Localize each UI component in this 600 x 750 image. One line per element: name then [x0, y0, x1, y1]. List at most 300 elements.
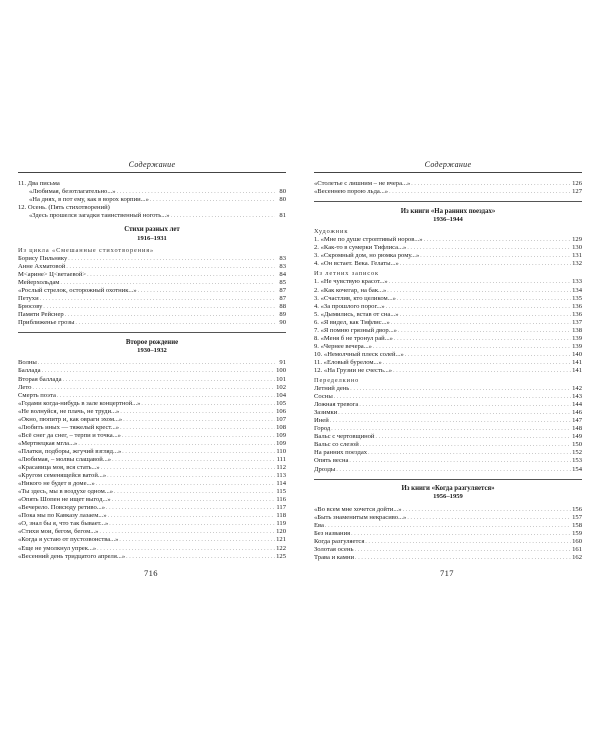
entry-page-number: 130 — [572, 244, 582, 252]
page-number: 716 — [144, 568, 158, 578]
section-years: 1956–1959 — [433, 493, 463, 501]
entry-title: Трава и камни — [314, 554, 355, 562]
entry-page-number: 162 — [572, 554, 582, 562]
entry-title: «Весенний день тридцатого апреля...» — [18, 552, 126, 560]
dot-leader — [138, 287, 275, 295]
toc-entry — [314, 393, 582, 401]
entry-title: «Кругом семенящейся ватой...» — [18, 472, 107, 480]
toc-entry — [18, 392, 286, 400]
entry-page-number: 141 — [572, 358, 582, 366]
dot-leader — [355, 546, 571, 554]
entry-title: «Рослый стрелок, осторожный охотник...» — [18, 287, 137, 295]
toc-entry — [314, 311, 582, 319]
entry-page-number: 121 — [276, 536, 286, 544]
toc-entry — [18, 424, 286, 432]
left-section1-entries — [18, 255, 286, 327]
section-years: 1916–1931 — [137, 234, 167, 242]
dot-leader — [349, 457, 571, 465]
dot-leader — [87, 271, 275, 279]
toc-entry — [314, 546, 582, 554]
toc-entry — [314, 385, 582, 393]
toc-entry — [18, 279, 286, 287]
dot-leader — [360, 441, 571, 449]
dot-leader — [407, 244, 571, 252]
entry-title: 1. «Мне по душе строптивый норов...» — [314, 236, 423, 244]
toc-entry — [314, 441, 582, 449]
entry-title: 4. «За прошлого порог...» — [314, 302, 385, 310]
toc-entry — [314, 466, 582, 474]
toc-entry — [314, 522, 582, 530]
entry-title: 2. «Как кочегар, на бак...» — [314, 286, 387, 294]
entry-page-number: 160 — [572, 537, 582, 545]
dot-leader — [365, 538, 571, 546]
entry-page-number: 146 — [572, 409, 582, 417]
entry-title: «Стихи мои, бегом, бегом...» — [18, 528, 99, 536]
toc-group-heading: 12. Осень. (Пять стихотворений) — [18, 204, 110, 212]
entry-title: «Во всем мне хочется дойти...» — [314, 505, 402, 513]
entry-title: 8. «Меня б не тронул рай...» — [314, 334, 393, 342]
toc-entry — [314, 401, 582, 409]
dot-leader — [424, 236, 571, 244]
divider — [18, 332, 286, 333]
dot-leader — [40, 295, 275, 303]
toc-entry — [314, 180, 582, 188]
entry-title: «Любимая, – молвы слащавой...» — [18, 456, 112, 463]
right-top-entries — [314, 180, 582, 196]
entry-title: Приближенье грозы — [18, 319, 75, 327]
dot-leader — [106, 504, 275, 512]
entry-page-number: 149 — [572, 433, 582, 441]
dot-leader — [389, 278, 571, 286]
toc-entry — [314, 530, 582, 538]
right-section2-entries — [314, 506, 582, 562]
entry-page-number: 154 — [572, 465, 582, 473]
entry-title: «Любимая, безотлагательно...» — [29, 188, 116, 196]
toc-entry — [18, 504, 286, 512]
entry-page-number: 132 — [572, 260, 582, 268]
entry-title: 3. «Скромный дом, но рюмка рому...» — [314, 252, 420, 260]
divider — [314, 479, 582, 480]
entry-title: Брюсову — [18, 303, 43, 311]
entry-page-number: 161 — [572, 545, 582, 553]
running-head: Содержание — [18, 160, 286, 173]
entry-page-number: 139 — [572, 334, 582, 342]
entry-page-number: 136 — [572, 302, 582, 310]
toc-entry — [18, 376, 286, 384]
dot-leader — [119, 536, 275, 544]
right-section1-subsections — [314, 228, 582, 473]
dot-leader — [117, 188, 275, 196]
toc-entry — [18, 545, 286, 553]
entry-page-number: 107 — [276, 415, 286, 423]
divider — [314, 201, 582, 202]
toc-entry — [314, 538, 582, 546]
dot-leader — [108, 512, 275, 520]
dot-leader — [120, 408, 275, 416]
entry-title: «Годами когда-нибудь в зале концертной...» — [18, 399, 141, 407]
section-title: Из книги «Когда разгуляется» — [401, 485, 495, 493]
toc-entry — [18, 472, 286, 480]
toc-entry — [18, 271, 286, 279]
toc-entry — [18, 384, 286, 392]
toc-entry — [18, 367, 286, 375]
cycle-label: Из летних записок — [314, 270, 380, 278]
section-title: Стихи разных лет — [124, 226, 180, 234]
entry-page-number: 108 — [276, 423, 286, 431]
entry-title: Мейерхольдам — [18, 278, 60, 286]
entry-page-number: 135 — [572, 294, 582, 302]
dot-leader — [397, 295, 571, 303]
entry-page-number: 102 — [276, 383, 286, 391]
entry-page-number: 119 — [276, 520, 286, 528]
dot-leader — [43, 303, 275, 311]
toc-entry — [314, 417, 582, 425]
entry-page-number: 129 — [572, 236, 582, 244]
dot-leader — [383, 359, 571, 367]
entry-title: «Когда я устаю от пустозвонства...» — [18, 536, 119, 544]
cycle-label: Из цикла «Смешанные стихотворения» — [18, 246, 155, 254]
toc-entry — [314, 359, 582, 367]
entry-page-number: 143 — [572, 393, 582, 401]
entry-title: «Быть знаменитым некрасиво...» — [314, 513, 407, 521]
toc-entry — [314, 514, 582, 522]
entry-title: Дрозды — [314, 465, 336, 473]
entry-page-number: 106 — [276, 407, 286, 415]
dot-leader — [355, 554, 571, 562]
entry-page-number: 109 — [276, 431, 286, 439]
entry-page-number: 147 — [572, 417, 582, 425]
toc-entry — [18, 287, 286, 295]
toc-entry — [18, 480, 286, 488]
dot-leader — [78, 440, 275, 448]
entry-page-number: 153 — [572, 457, 582, 465]
entry-title: «Никого не будет в доме...» — [18, 480, 95, 488]
dot-leader — [109, 520, 275, 528]
entry-title: 2. «Как-то в сумерки Тифлиса...» — [314, 244, 407, 252]
entry-page-number: 125 — [276, 552, 286, 560]
entry-page-number: 117 — [276, 504, 286, 512]
dot-leader — [391, 319, 571, 327]
dot-leader — [57, 392, 275, 400]
toc-entry — [18, 496, 286, 504]
entry-title: «Любить иных — тяжелый крест...» — [18, 423, 120, 431]
dot-leader — [331, 425, 571, 433]
entry-page-number: 150 — [572, 441, 582, 449]
entry-page-number: 83 — [279, 254, 286, 262]
dot-leader — [411, 180, 571, 188]
entry-page-number: 142 — [572, 385, 582, 393]
entry-page-number: 148 — [572, 425, 582, 433]
dot-leader — [171, 212, 275, 220]
entry-page-number: 84 — [279, 270, 286, 278]
toc-entry — [314, 335, 582, 343]
entry-title: «Платки, подборы, жгучий взгляд...» — [18, 447, 122, 455]
entry-page-number: 88 — [279, 303, 286, 311]
entry-page-number: 100 — [276, 367, 286, 375]
entry-page-number: 120 — [276, 528, 286, 536]
toc-entry — [314, 343, 582, 351]
entry-title: «Весеннею порою льда...» — [314, 188, 389, 196]
toc-entry — [18, 553, 286, 561]
entry-page-number: 138 — [572, 326, 582, 334]
toc-entry — [314, 295, 582, 303]
entry-page-number: 158 — [572, 521, 582, 529]
toc-entry — [18, 520, 286, 528]
entry-page-number: 156 — [572, 505, 582, 513]
dot-leader — [368, 449, 571, 457]
entry-page-number: 87 — [279, 295, 286, 303]
dot-leader — [60, 279, 275, 287]
section-years: 1930–1932 — [137, 347, 167, 355]
toc-entry — [314, 236, 582, 244]
dot-leader — [141, 400, 275, 408]
dot-leader — [387, 287, 571, 295]
dot-leader — [107, 472, 275, 480]
dot-leader — [393, 367, 571, 375]
entry-page-number: 115 — [276, 488, 286, 496]
section-title: Второе рождение — [125, 338, 179, 346]
toc-entry — [314, 244, 582, 252]
entry-page-number: 139 — [572, 342, 582, 350]
toc-entry — [18, 196, 286, 204]
toc-entry — [314, 449, 582, 457]
entry-title: «О, знал бы я, что так бывает...» — [18, 520, 109, 528]
entry-title: Смерть поэта — [18, 391, 56, 399]
toc-entry — [314, 409, 582, 417]
dot-leader — [334, 393, 571, 401]
entry-title: «Мертвецкая мгла...» — [18, 439, 78, 447]
entry-page-number: 113 — [276, 472, 286, 480]
entry-title: М<арине> Ц<ветаевой> — [18, 270, 87, 278]
dot-leader — [122, 432, 275, 440]
entry-title: «Столетье с лишним – не вчера...» — [314, 180, 411, 187]
entry-title: Анне Ахматовой — [18, 262, 66, 270]
entry-title: 1. «Не чувствую красот...» — [314, 278, 388, 286]
entry-title: «На днях, в пот ему, как в ворох корпии...» — [29, 196, 149, 204]
dot-leader — [75, 319, 275, 327]
dot-leader — [126, 553, 275, 561]
entry-page-number: 105 — [276, 399, 286, 407]
entry-page-number: 118 — [276, 512, 286, 520]
dot-leader — [120, 424, 275, 432]
toc-entry — [314, 425, 582, 433]
entry-page-number: 89 — [279, 311, 286, 319]
entry-page-number: 127 — [572, 188, 582, 196]
dot-leader — [65, 311, 275, 319]
toc-entry — [18, 536, 286, 544]
entry-title: «Пока мы по Кавказу лазаем...» — [18, 512, 107, 520]
dot-leader — [325, 522, 571, 530]
cycle-label: Художник — [314, 228, 349, 236]
toc-entry — [18, 528, 286, 536]
toc-entry — [18, 359, 286, 367]
entry-page-number: 109 — [276, 439, 286, 447]
dot-leader — [389, 188, 571, 196]
dot-leader — [375, 433, 571, 441]
toc-entry — [18, 212, 286, 220]
entry-title: «Красавица моя, вся стать...» — [18, 464, 100, 472]
entry-title: Памяти Рейснер — [18, 311, 64, 319]
dot-leader — [403, 506, 571, 514]
entry-title: 12. «На Грузии не счесть...» — [314, 366, 393, 374]
entry-title: Вальс с чертовщиной — [314, 433, 375, 441]
dot-leader — [398, 327, 571, 335]
entry-page-number: 87 — [279, 287, 286, 295]
entry-page-number: 131 — [572, 252, 582, 260]
entry-title: 6. «Я видел, как Тифлис...» — [314, 318, 390, 326]
toc-entry — [314, 457, 582, 465]
entry-page-number: 157 — [572, 513, 582, 521]
dot-leader — [97, 545, 275, 553]
dot-leader — [420, 252, 571, 260]
entry-page-number: 134 — [572, 286, 582, 294]
entry-page-number: 152 — [572, 449, 582, 457]
dot-leader — [359, 401, 571, 409]
entry-title: Когда разгуляется — [314, 537, 365, 545]
entry-title: 3. «Счастлив, кто целиком...» — [314, 294, 396, 302]
left-page — [18, 160, 286, 561]
toc-entry — [18, 303, 286, 311]
entry-page-number: 126 — [572, 180, 582, 187]
entry-title: «Всё снег да снег, – терпи и точка...» — [18, 431, 121, 439]
toc-entry — [314, 260, 582, 268]
dot-leader — [99, 528, 275, 536]
entry-title: Баллада — [18, 367, 41, 375]
toc-entry — [18, 440, 286, 448]
entry-title: «Опять Шопен не ищет выгод...» — [18, 496, 111, 504]
entry-page-number: 136 — [572, 310, 582, 318]
entry-title: 10. «Немолчный плеск солей...» — [314, 350, 404, 358]
entry-page-number: 91 — [279, 359, 286, 367]
entry-title: 5. «Дымились, встав от сна...» — [314, 310, 399, 318]
dot-leader — [32, 384, 275, 392]
toc-entry — [314, 278, 582, 286]
toc-entry — [18, 319, 286, 327]
entry-page-number: 141 — [572, 366, 582, 374]
toc-entry — [314, 367, 582, 375]
toc-entry — [314, 554, 582, 562]
toc-entry — [18, 464, 286, 472]
dot-leader — [330, 417, 571, 425]
toc-entry — [18, 512, 286, 520]
entry-title: «Ты здесь, мы в воздухе одном...» — [18, 488, 114, 496]
toc-entry — [18, 416, 286, 424]
toc-entry — [18, 456, 286, 464]
entry-title: «Вечерело. Повсюду ретиво...» — [18, 504, 105, 512]
toc-group-heading: 11. Два письма — [18, 180, 60, 187]
dot-leader — [112, 456, 275, 464]
entry-page-number: 144 — [572, 401, 582, 409]
page-number: 717 — [440, 568, 454, 578]
entry-title: «Окно, пюпитр и, как овраги эхом...» — [18, 415, 123, 423]
section-years: 1936–1944 — [433, 215, 463, 223]
entry-title: Город — [314, 425, 331, 433]
dot-leader — [373, 343, 571, 351]
entry-page-number: 110 — [276, 447, 286, 455]
dot-leader — [114, 488, 275, 496]
toc-entry — [314, 252, 582, 260]
entry-page-number: 159 — [572, 529, 582, 537]
toc-entry — [314, 327, 582, 335]
entry-page-number: 101 — [276, 375, 286, 383]
entry-page-number: 80 — [279, 188, 286, 196]
cycle-label: Переделкино — [314, 377, 360, 385]
toc-entry — [18, 263, 286, 271]
entry-title: Лето — [18, 383, 32, 391]
entry-title: «Здесь прошелся загадки таинственный ноготь...» — [29, 212, 170, 220]
entry-page-number: 83 — [279, 262, 286, 270]
entry-title: «Не волнуйся, не плачь, не труди...» — [18, 407, 120, 415]
entry-title: 4. «Он встает. Века. Гелаты...» — [314, 260, 399, 268]
dot-leader — [386, 303, 571, 311]
entry-page-number: 85 — [279, 278, 286, 286]
entry-title: Без названия — [314, 529, 351, 537]
dot-leader — [122, 448, 275, 456]
entry-title: Летний день — [314, 385, 350, 393]
dot-leader — [407, 514, 571, 522]
entry-page-number: 137 — [572, 318, 582, 326]
entry-title: Ложная тревога — [314, 401, 359, 409]
entry-title: Петухи — [18, 295, 39, 303]
toc-entry — [18, 311, 286, 319]
dot-leader — [400, 311, 571, 319]
entry-title: Ева — [314, 521, 324, 529]
entry-title: 7. «Я помню грязный двор...» — [314, 326, 397, 334]
dot-leader — [351, 530, 571, 538]
dot-leader — [101, 464, 275, 472]
toc-entry — [18, 295, 286, 303]
dot-leader — [68, 255, 275, 263]
entry-title: 11. «Еловый бурелом...» — [314, 358, 382, 366]
entry-title: Золотая осень — [314, 545, 354, 553]
toc-entry — [314, 319, 582, 327]
dot-leader — [350, 385, 571, 393]
entry-title: На ранних поездах — [314, 449, 368, 457]
entry-page-number: 122 — [276, 544, 286, 552]
entry-page-number: 114 — [276, 480, 286, 488]
dot-leader — [338, 409, 571, 417]
toc-entry — [18, 400, 286, 408]
running-head: Содержание — [314, 160, 582, 173]
toc-entry — [314, 506, 582, 514]
entry-title: Опять весна — [314, 457, 349, 465]
dot-leader — [400, 260, 571, 268]
entry-page-number: 112 — [276, 464, 286, 472]
entry-title: Зазимки — [314, 409, 338, 417]
entry-title: Вальс со слезой — [314, 441, 359, 449]
entry-page-number: 111 — [276, 456, 286, 463]
dot-leader — [394, 335, 571, 343]
toc-entry — [314, 303, 582, 311]
dot-leader — [123, 416, 275, 424]
entry-title: Волны — [18, 359, 37, 367]
dot-leader — [150, 196, 275, 204]
entry-title: 9. «Чернее вечера...» — [314, 342, 372, 350]
toc-entry — [18, 448, 286, 456]
toc-entry — [18, 488, 286, 496]
entry-page-number: 133 — [572, 278, 582, 286]
dot-leader — [336, 466, 571, 474]
toc-entry — [18, 432, 286, 440]
dot-leader — [38, 359, 275, 367]
toc-entry — [18, 188, 286, 196]
dot-leader — [405, 351, 571, 359]
left-top-entries — [18, 180, 286, 220]
toc-entry — [314, 188, 582, 196]
right-page — [314, 160, 582, 562]
dot-leader — [63, 376, 275, 384]
entry-page-number: 81 — [279, 212, 286, 220]
